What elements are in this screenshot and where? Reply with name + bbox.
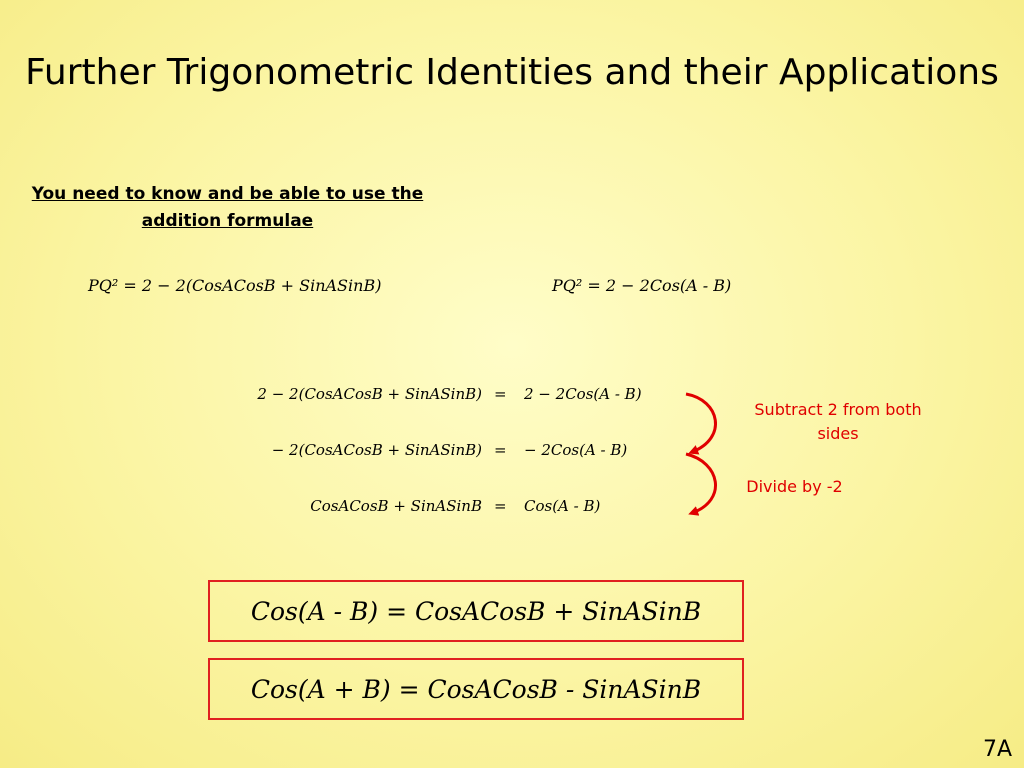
equation-pq-squared-cosine: PQ² = 2 − 2Cos(A - B) (552, 276, 732, 295)
slide-title: Further Trigonometric Identities and their Applications (25, 52, 999, 93)
note-subtract-2: Subtract 2 from both sides (754, 400, 922, 443)
derivation-line-3-equals: = (494, 497, 507, 515)
subtitle-instruction: You need to know and be able to use the addition formulae (31, 184, 424, 231)
derivation-line-2-lhs: − 2(CosACosB + SinASinB) (271, 441, 482, 459)
result-box-cos-a-plus-b (208, 658, 744, 720)
derivation-line-1-lhs: 2 − 2(CosACosB + SinASinB) (257, 385, 482, 403)
formula-cos-a-minus-b: Cos(A - B) = CosACosB + SinASinB (250, 596, 702, 626)
slide-number: 7A (982, 737, 1012, 762)
derivation-line-2-equals: = (494, 441, 507, 459)
formula-cos-a-plus-b: Cos(A + B) = CosACosB - SinASinB (250, 674, 702, 704)
equation-pq-squared-expanded: PQ² = 2 − 2(CosACosB + SinASinB) (88, 276, 382, 295)
derivation-line-1-rhs: 2 − 2Cos(A - B) (524, 385, 642, 403)
note-divide-by-minus-2: Divide by -2 (746, 477, 843, 496)
derivation-line-2-rhs: − 2Cos(A - B) (524, 441, 628, 459)
derivation-line-1-equals: = (494, 385, 507, 403)
derivation-line-3-lhs: CosACosB + SinASinB (310, 497, 482, 515)
result-box-cos-a-minus-b (208, 580, 744, 642)
derivation-line-3-rhs: Cos(A - B) (524, 497, 601, 515)
arrow-step-2 (686, 454, 716, 513)
arrow-step-1 (686, 394, 716, 452)
